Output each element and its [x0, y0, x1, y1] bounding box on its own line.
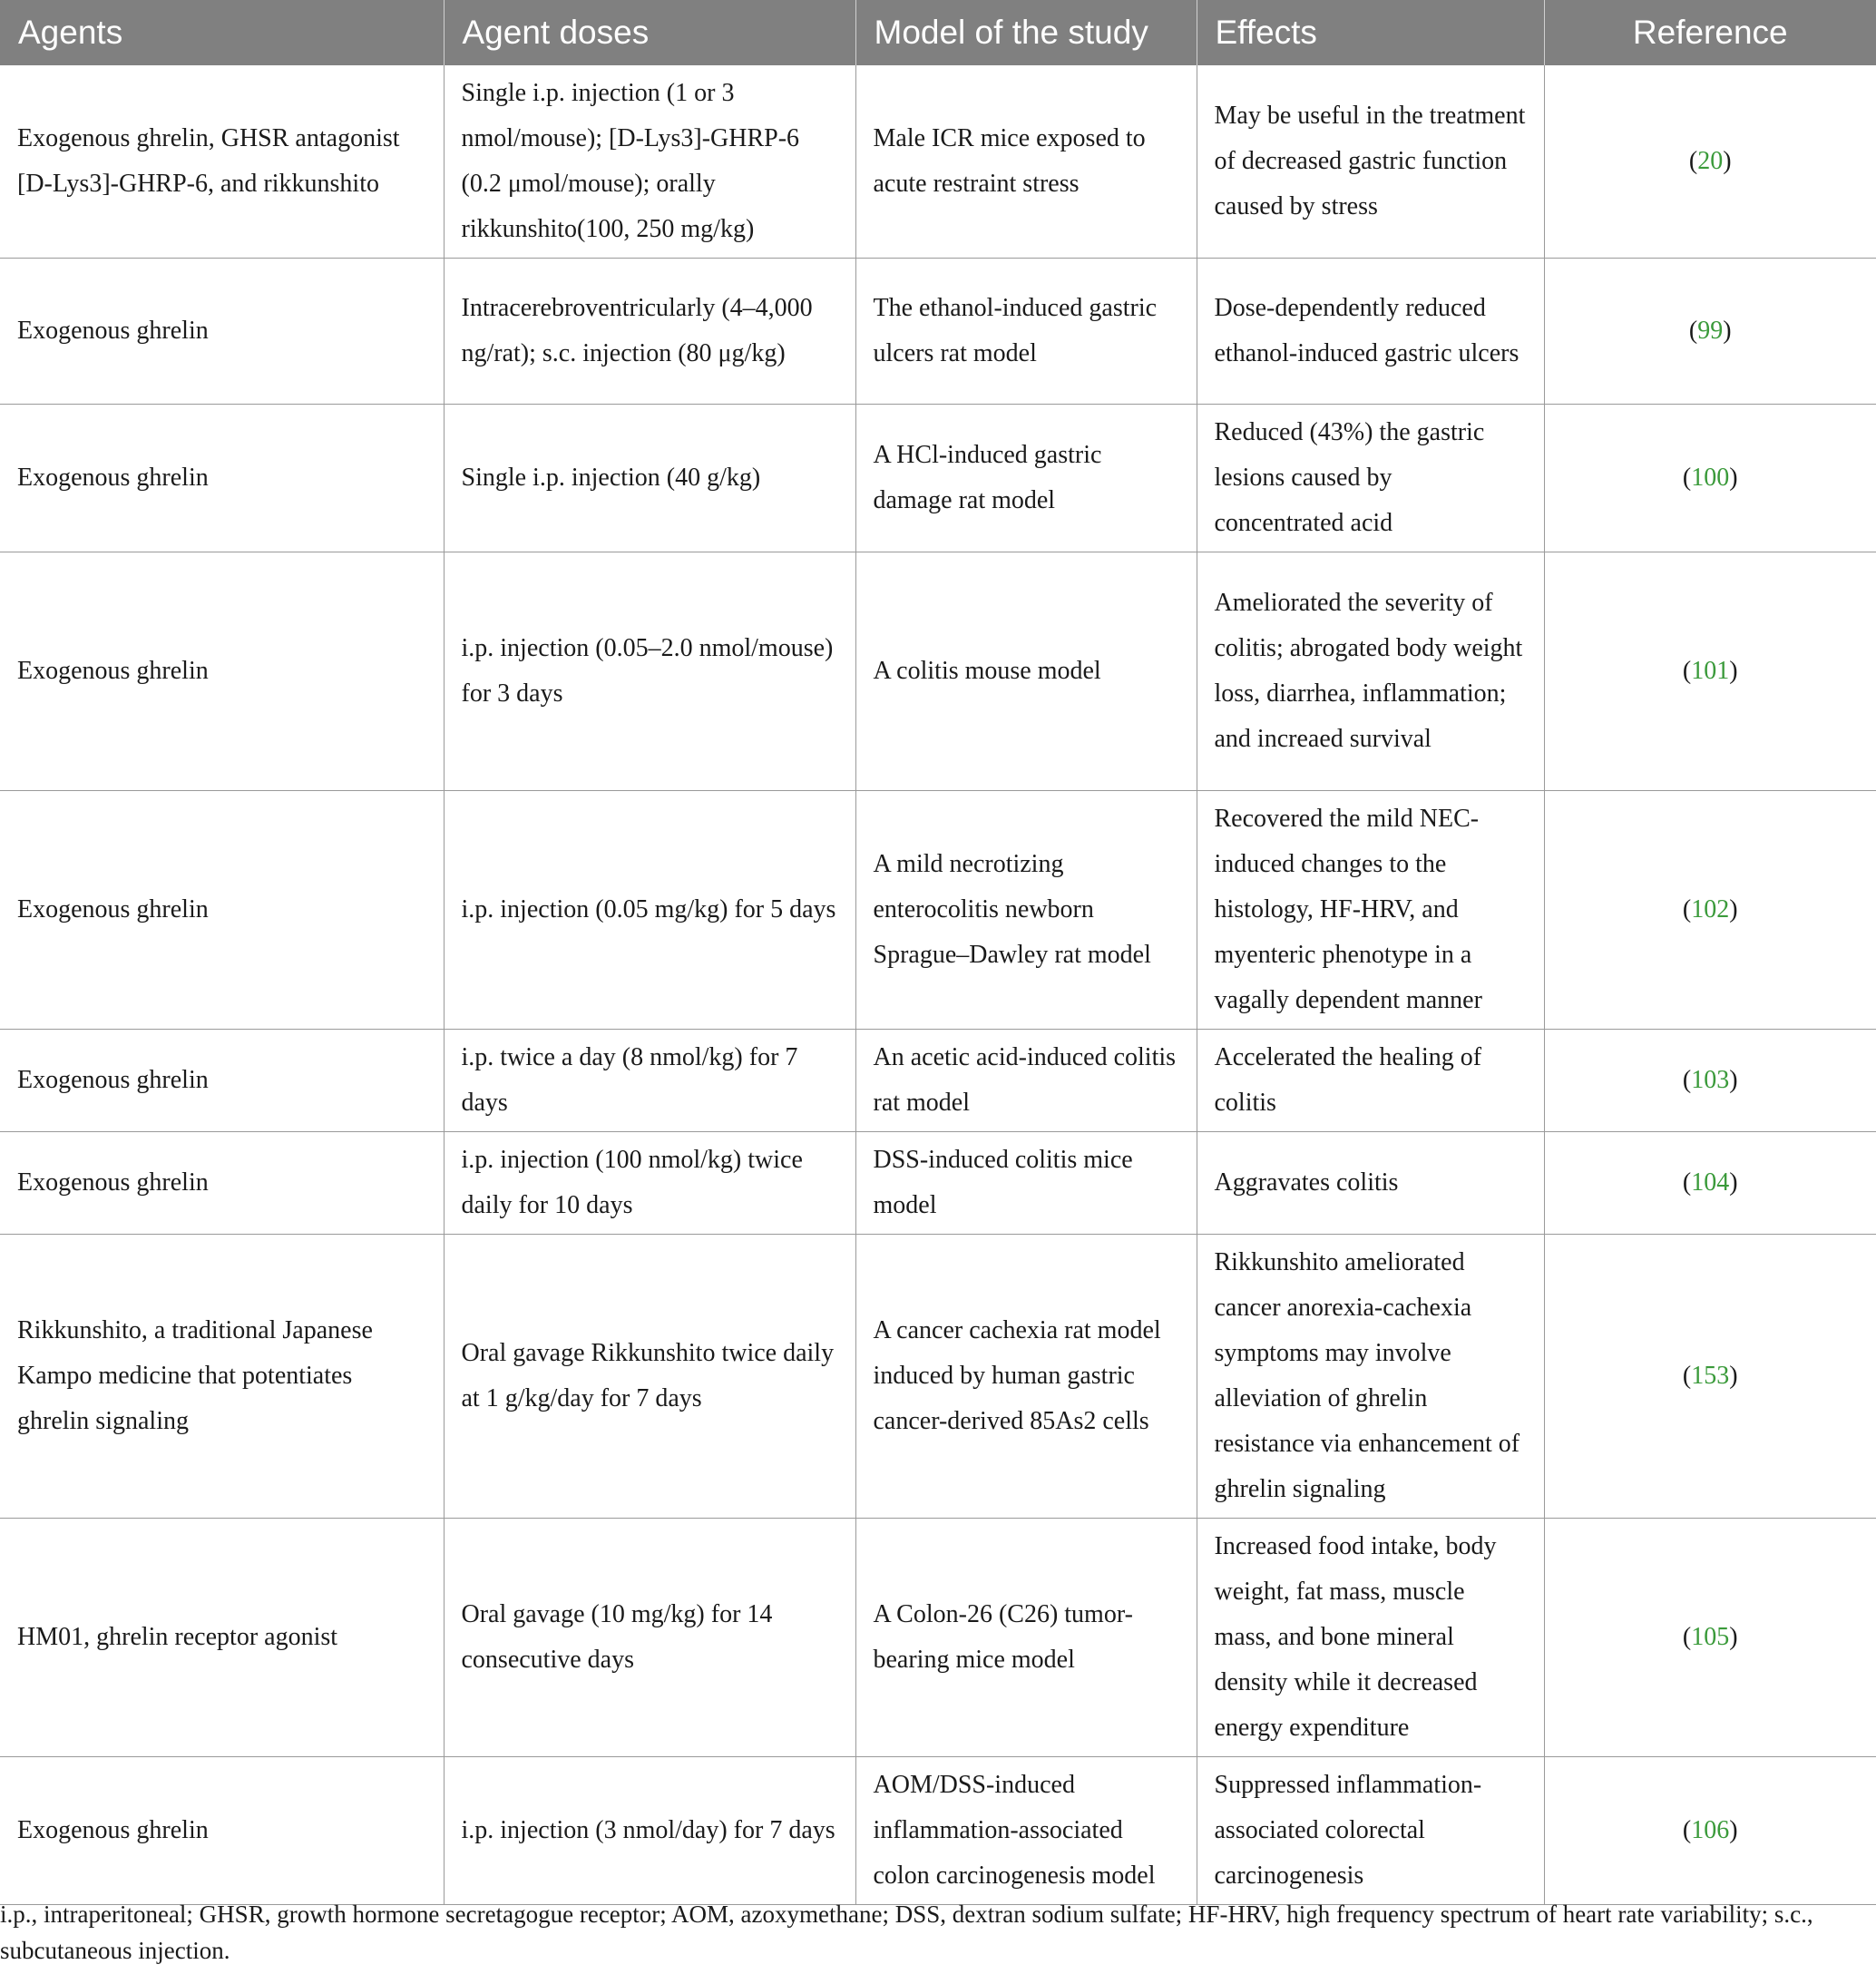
- cell-agent: HM01, ghrelin receptor agonist: [0, 1519, 444, 1757]
- cell-effect: Ameliorated the severity of colitis; abrogated body weight loss, diarrhea, inflammation; and increaed survival: [1197, 552, 1544, 791]
- cell-dose: Oral gavage (10 mg/kg) for 14 consecutive days: [444, 1519, 855, 1757]
- reference-link[interactable]: 105: [1691, 1623, 1730, 1651]
- reference-link[interactable]: 20: [1697, 147, 1724, 175]
- table-row: [0, 65, 1876, 259]
- cell-reference: (102): [1544, 791, 1876, 1030]
- reference-link[interactable]: 100: [1691, 464, 1730, 492]
- reference-link[interactable]: 103: [1691, 1066, 1730, 1094]
- cell-effect: Rikkunshito ameliorated cancer anorexia-cachexia symptoms may involve alleviation of ghrelin resistance via enhancement of ghrelin signaling: [1197, 1235, 1544, 1519]
- reference-link[interactable]: 99: [1697, 317, 1724, 345]
- cell-reference: (99): [1544, 259, 1876, 405]
- cell-model: A colitis mouse model: [855, 552, 1197, 791]
- cell-reference: (104): [1544, 1132, 1876, 1235]
- cell-agent: Exogenous ghrelin: [0, 552, 444, 791]
- cell-model: A HCl-induced gastric damage rat model: [855, 405, 1197, 552]
- cell-reference: (103): [1544, 1030, 1876, 1132]
- table-header: [0, 0, 1876, 65]
- cell-effect: Recovered the mild NEC-induced changes to the histology, HF-HRV, and myenteric phenotype in a vagally dependent manner: [1197, 791, 1544, 1030]
- cell-dose: i.p. twice a day (8 nmol/kg) for 7 days: [444, 1030, 855, 1132]
- table-row: [0, 791, 1876, 1030]
- table-footnote: i.p., intraperitoneal; GHSR, growth hormone secretagogue receptor; AOM, azoxymethane; DSS, dextran sodium sulfate; HF-HRV, high frequency spectrum of heart rate variability; s.c., subcutaneous injection.: [0, 1901, 1813, 1964]
- cell-effect: Aggravates colitis: [1197, 1132, 1544, 1235]
- cell-reference: (153): [1544, 1235, 1876, 1519]
- table-row: [0, 1757, 1876, 1905]
- cell-effect: Dose-dependently reduced ethanol-induced gastric ulcers: [1197, 259, 1544, 405]
- cell-reference: (101): [1544, 552, 1876, 791]
- reference-link[interactable]: 106: [1691, 1816, 1730, 1844]
- table-row: [0, 1519, 1876, 1757]
- cell-agent: Rikkunshito, a traditional Japanese Kampo medicine that potentiates ghrelin signaling: [0, 1235, 444, 1519]
- cell-dose: Intracerebroventricularly (4–4,000 ng/rat); s.c. injection (80 μg/kg): [444, 259, 855, 405]
- cell-reference: (20): [1544, 65, 1876, 259]
- cell-effect: Accelerated the healing of colitis: [1197, 1030, 1544, 1132]
- table-row: [0, 405, 1876, 552]
- cell-model: A cancer cachexia rat model induced by human gastric cancer-derived 85As2 cells: [855, 1235, 1197, 1519]
- header-agent-doses: Agent doses: [444, 0, 855, 65]
- table-row: [0, 1235, 1876, 1519]
- cell-dose: Single i.p. injection (1 or 3 nmol/mouse); [D-Lys3]-GHRP-6 (0.2 μmol/mouse); orally rikkunshito(100, 250 mg/kg): [444, 65, 855, 259]
- cell-reference: (105): [1544, 1519, 1876, 1757]
- cell-dose: i.p. injection (0.05–2.0 nmol/mouse) for 3 days: [444, 552, 855, 791]
- reference-link[interactable]: 101: [1691, 657, 1730, 685]
- cell-agent: Exogenous ghrelin: [0, 405, 444, 552]
- cell-dose: i.p. injection (100 nmol/kg) twice daily for 10 days: [444, 1132, 855, 1235]
- cell-reference: (100): [1544, 405, 1876, 552]
- cell-effect: Increased food intake, body weight, fat mass, muscle mass, and bone mineral density while it decreased energy expenditure: [1197, 1519, 1544, 1757]
- cell-model: DSS-induced colitis mice model: [855, 1132, 1197, 1235]
- header-agents: Agents: [0, 0, 444, 65]
- cell-agent: Exogenous ghrelin: [0, 1757, 444, 1905]
- cell-effect: May be useful in the treatment of decreased gastric function caused by stress: [1197, 65, 1544, 259]
- header-model-of-study: Model of the study: [855, 0, 1197, 65]
- reference-link[interactable]: 153: [1691, 1362, 1730, 1390]
- cell-agent: Exogenous ghrelin: [0, 791, 444, 1030]
- cell-agent: Exogenous ghrelin: [0, 259, 444, 405]
- cell-dose: Single i.p. injection (40 g/kg): [444, 405, 855, 552]
- cell-model: The ethanol-induced gastric ulcers rat model: [855, 259, 1197, 405]
- cell-model: A Colon-26 (C26) tumor-bearing mice model: [855, 1519, 1197, 1757]
- cell-agent: Exogenous ghrelin: [0, 1132, 444, 1235]
- table-row: [0, 259, 1876, 405]
- cell-effect: Reduced (43%) the gastric lesions caused by concentrated acid: [1197, 405, 1544, 552]
- cell-model: An acetic acid-induced colitis rat model: [855, 1030, 1197, 1132]
- reference-link[interactable]: 104: [1691, 1168, 1730, 1197]
- cell-model: Male ICR mice exposed to acute restraint stress: [855, 65, 1197, 259]
- header-row: [0, 0, 1876, 65]
- cell-dose: Oral gavage Rikkunshito twice daily at 1 g/kg/day for 7 days: [444, 1235, 855, 1519]
- cell-reference: (106): [1544, 1757, 1876, 1905]
- cell-dose: i.p. injection (0.05 mg/kg) for 5 days: [444, 791, 855, 1030]
- header-effects: Effects: [1197, 0, 1544, 65]
- cell-effect: Suppressed inflammation-associated colorectal carcinogenesis: [1197, 1757, 1544, 1905]
- cell-agent: Exogenous ghrelin, GHSR antagonist [D-Lys3]-GHRP-6, and rikkunshito: [0, 65, 444, 259]
- cell-dose: i.p. injection (3 nmol/day) for 7 days: [444, 1757, 855, 1905]
- header-reference: Reference: [1544, 0, 1876, 65]
- table-row: [0, 1132, 1876, 1235]
- cell-agent: Exogenous ghrelin: [0, 1030, 444, 1132]
- cell-model: AOM/DSS-induced inflammation-associated colon carcinogenesis model: [855, 1757, 1197, 1905]
- table-row: [0, 1030, 1876, 1132]
- table-row: [0, 552, 1876, 791]
- reference-link[interactable]: 102: [1691, 895, 1730, 923]
- cell-model: A mild necrotizing enterocolitis newborn Sprague–Dawley rat model: [855, 791, 1197, 1030]
- table-body: [0, 65, 1876, 1905]
